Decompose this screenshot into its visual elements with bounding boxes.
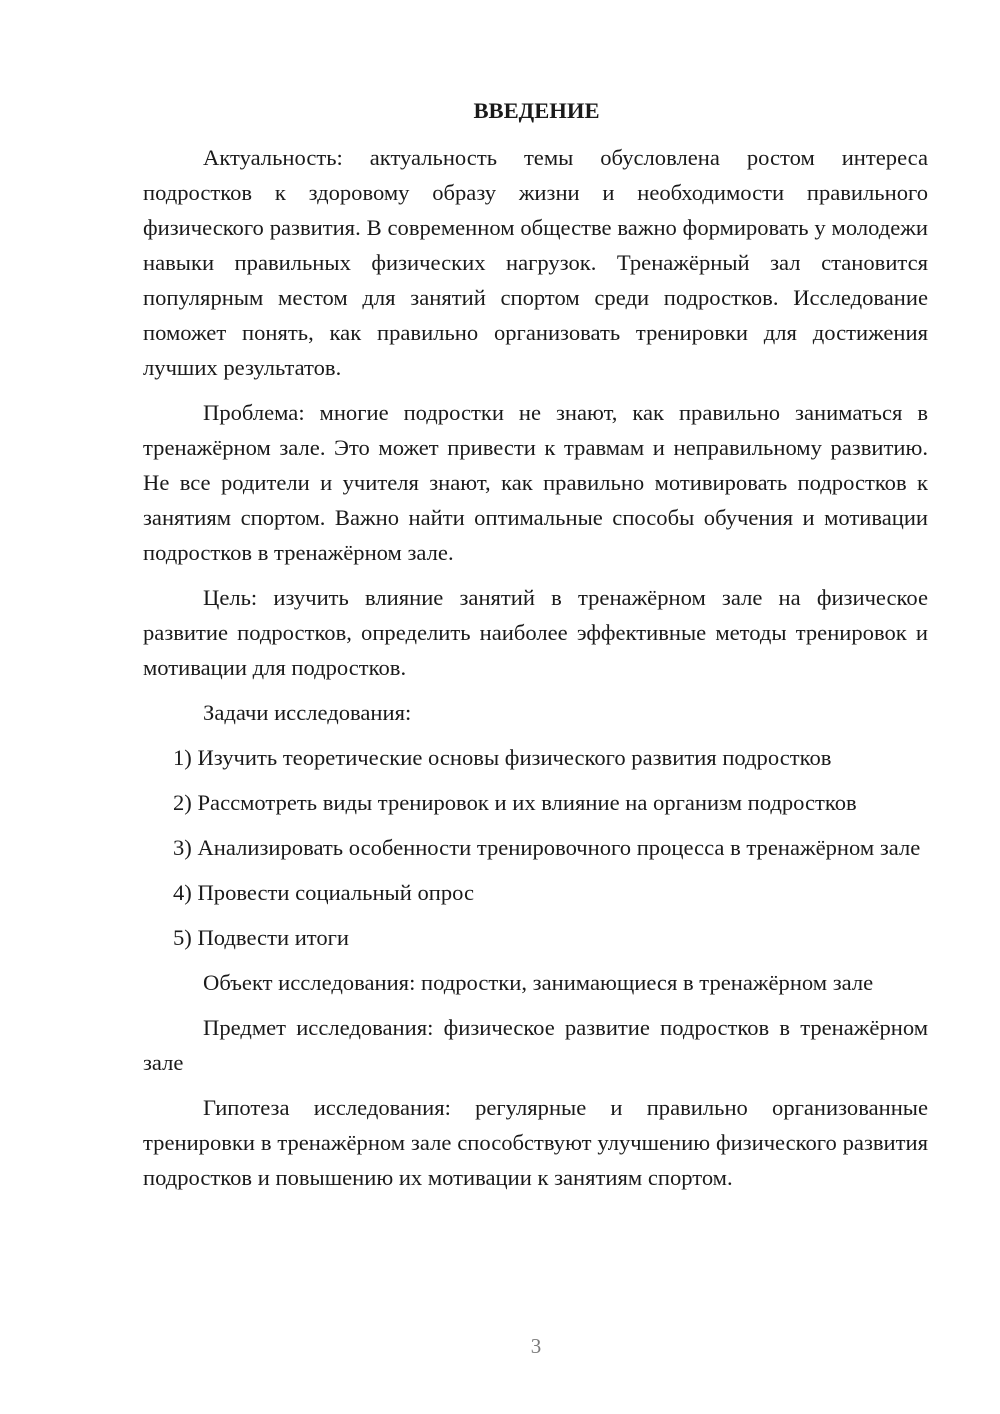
object-paragraph: Объект исследования: подростки, занимающиеся в тренажёрном зале [203, 970, 874, 995]
tasks-heading: Задачи исследования: [203, 700, 412, 725]
task-item: 2) Рассмотреть виды тренировок и их влияние на организм подростков [173, 790, 857, 815]
hypothesis-paragraph: Гипотеза исследования: регулярные и правильно организованные тренировки в тренажёрном зале способствуют улучшению физического развития подростков и повышению их мотивации к занятиям спортом. [143, 1095, 928, 1190]
goal-paragraph: Цель: изучить влияние занятий в тренажёрном зале на физическое развитие подростков, определить наиболее эффективные методы тренировок и мотивации для подростков. [143, 585, 928, 680]
task-item: 4) Провести социальный опрос [173, 880, 475, 905]
section-title: ВВЕДЕНИЕ [473, 98, 600, 123]
subject-paragraph: Предмет исследования: физическое развитие подростков в тренажёрном зале [143, 1015, 928, 1075]
relevance-paragraph: Актуальность: актуальность темы обусловлена ростом интереса подростков к здоровому образу жизни и необходимости правильного физического развития. В современном обществе важно формировать у молодежи навыки правильных физических нагрузок. Тренажёрный зал становится популярным местом для занятий спортом среди подростков. Исследование поможет понять, как правильно организовать тренировки для достижения лучших результатов. [143, 145, 928, 380]
task-item: 1) Изучить теоретические основы физического развития подростков [173, 745, 832, 770]
problem-paragraph: Проблема: многие подростки не знают, как правильно заниматься в тренажёрном зале. Это может привести к травмам и неправильному развитию. Не все родители и учителя знают, как правильно мотивировать подростков к занятиям спортом. Важно найти оптимальные способы обучения и мотивации подростков в тренажёрном зале. [143, 400, 928, 565]
page-number: 3 [530, 1334, 542, 1358]
document-page [143, 93, 928, 1205]
tasks-list [143, 740, 928, 955]
task-item: 5) Подвести итоги [173, 925, 350, 950]
task-item: 3) Анализировать особенности тренировочного процесса в тренажёрном зале [173, 835, 921, 860]
